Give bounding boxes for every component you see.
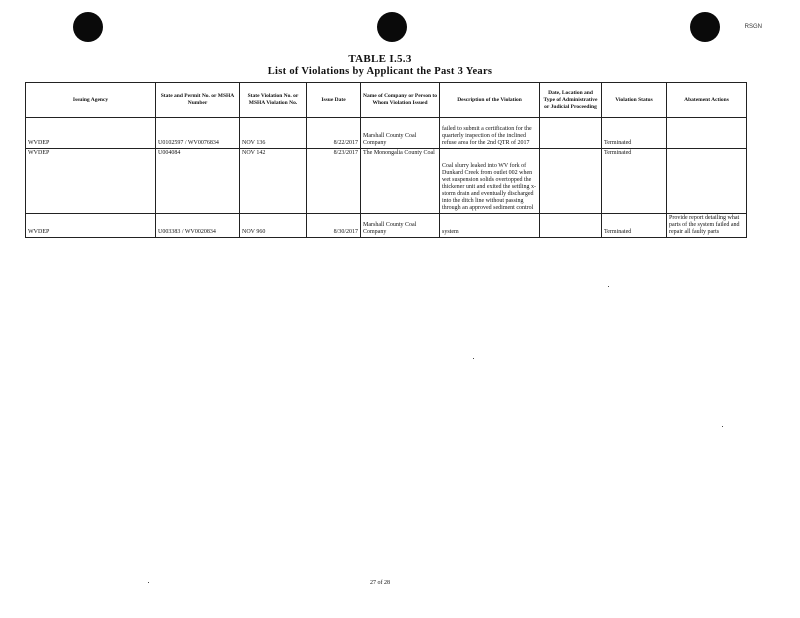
col-issuing-agency: Issuing Agency — [26, 83, 156, 118]
scan-speck — [148, 582, 149, 583]
table-number: TABLE I.5.3 — [348, 53, 412, 65]
cell-company: The Monongalia County Coal — [361, 149, 440, 214]
cell-violation-no: NOV 136 — [240, 118, 307, 149]
cell-description: failed to submit a certification for the quarterly inspection of the inclined refuse area for the 2nd QTR of 2017 — [440, 118, 540, 149]
cell-permit: U0102597 / WV0076834 — [156, 118, 240, 149]
table-title: List of Violations by Applicant the Past 3 Years — [267, 66, 493, 77]
cell-permit: U004084 — [156, 149, 240, 214]
punch-hole-center — [377, 12, 407, 42]
punch-hole-right — [690, 12, 720, 42]
punch-hole-left — [73, 12, 103, 42]
cell-abatement — [667, 149, 747, 214]
cell-status: Terminated — [602, 118, 667, 149]
cell-abatement: Provide report detailing what parts of the system failed and repair all faulty parts — [667, 214, 747, 238]
table-row — [26, 214, 747, 238]
scan-speck — [722, 426, 723, 427]
cell-agency: WVDEP — [26, 118, 156, 149]
col-permit-number: State and Permit No. or MSHA Number — [156, 83, 240, 118]
cell-violation-no: NOV 960 — [240, 214, 307, 238]
header-row — [26, 83, 747, 118]
cell-company: Marshall County Coal Company — [361, 118, 440, 149]
table-row — [26, 149, 747, 214]
scan-speck — [608, 286, 609, 287]
table-row — [26, 118, 747, 149]
col-description: Description of the Violation — [440, 83, 540, 118]
col-status: Violation Status — [602, 83, 667, 118]
col-proceeding: Date, Location and Type of Administrative or Judicial Proceeding — [540, 83, 602, 118]
cell-issue-date: 8/22/2017 — [307, 118, 361, 149]
col-violation-number: State Violation No. or MSHA Violation No. — [240, 83, 307, 118]
cell-description: Coal slurry leaked into WV fork of Dunkard Creek from outlet 002 when wet suspension solids overtopped the thickener unit and exited the settling x-storm drain and eventually discharged into the ditch line without passing through an approved sediment control — [440, 149, 540, 214]
col-issue-date: Issue Date — [307, 83, 361, 118]
cell-status: Terminated — [602, 214, 667, 238]
cell-issue-date: 8/30/2017 — [307, 214, 361, 238]
cell-proceeding — [540, 149, 602, 214]
violations-table — [25, 82, 747, 238]
cell-abatement — [667, 118, 747, 149]
cell-agency: WVDEP — [26, 149, 156, 214]
cell-proceeding — [540, 214, 602, 238]
cell-status: Terminated — [602, 149, 667, 214]
cell-permit: U003383 / WV0020834 — [156, 214, 240, 238]
cell-description: system — [440, 214, 540, 238]
cell-violation-no: NOV 142 — [240, 149, 307, 214]
cell-agency: WVDEP — [26, 214, 156, 238]
col-abatement: Abatement Actions — [667, 83, 747, 118]
col-company: Name of Company or Person to Whom Violation Issued — [361, 83, 440, 118]
corner-code: RSGN — [744, 24, 762, 30]
cell-proceeding — [540, 118, 602, 149]
cell-issue-date: 8/23/2017 — [307, 149, 361, 214]
page-number: 27 of 28 — [370, 580, 390, 586]
cell-company: Marshall County Coal Company — [361, 214, 440, 238]
scan-speck — [473, 358, 474, 359]
